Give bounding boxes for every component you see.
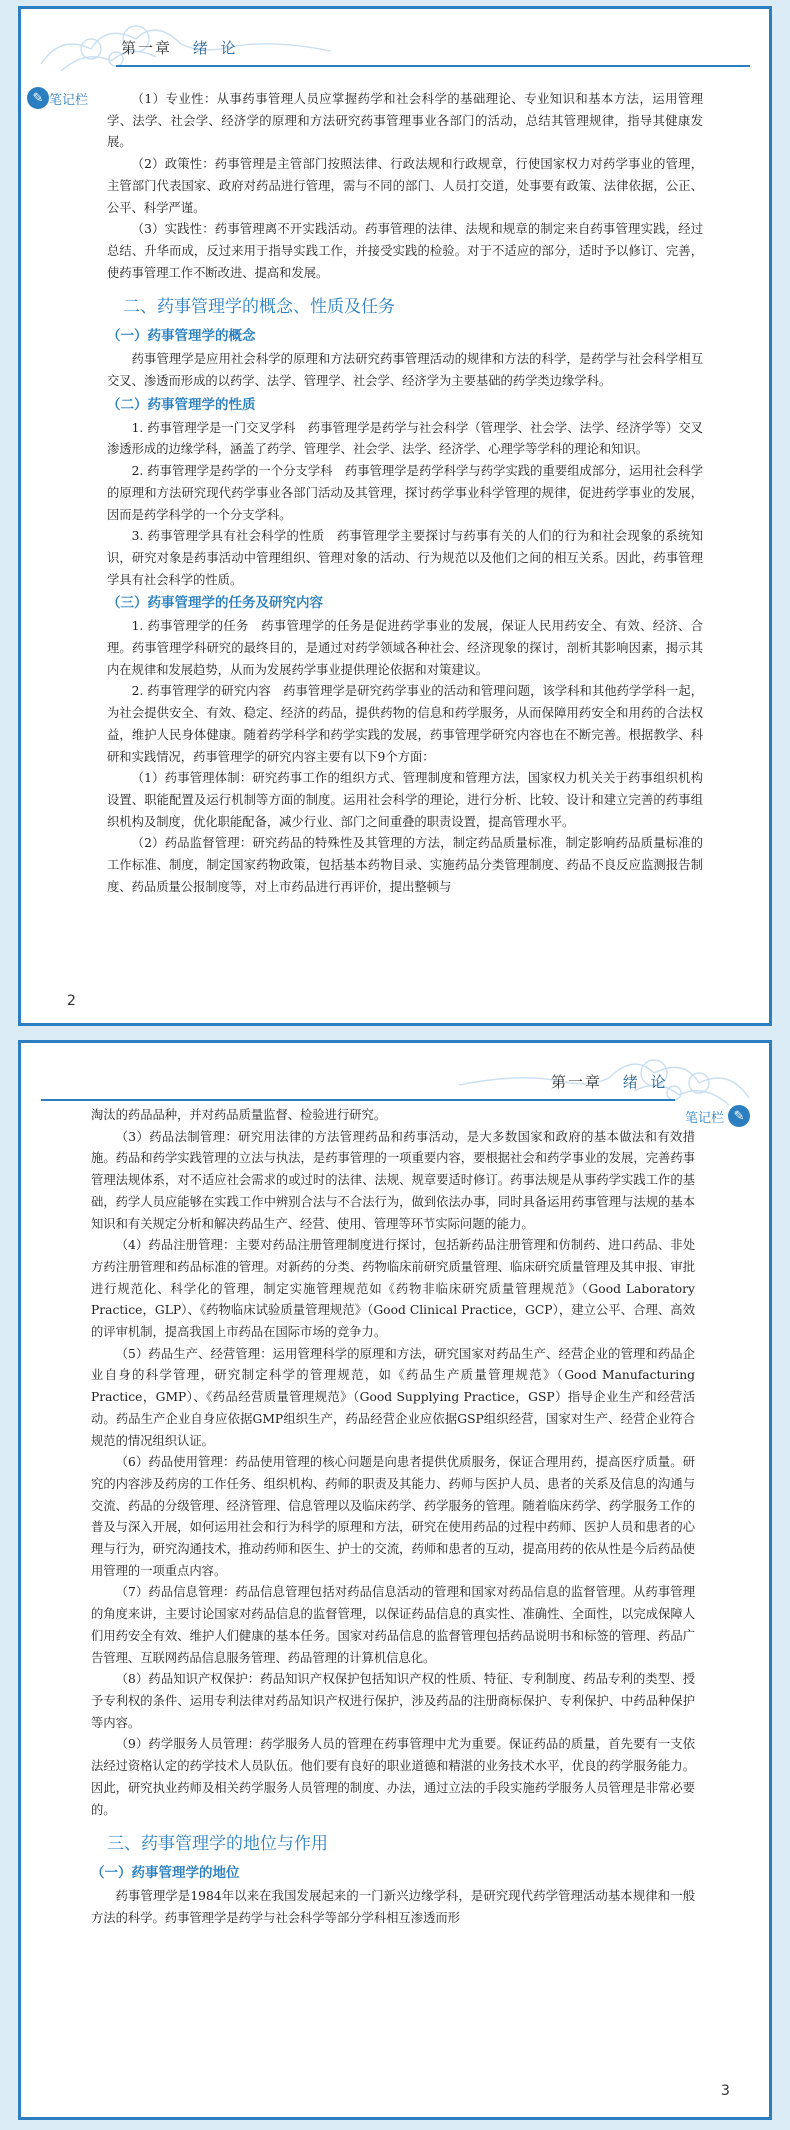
header-title: 绪 论 (622, 1073, 670, 1091)
paragraph: （1）药事管理体制：研究药事工作的组织方式、管理制度和管理方法，国家权力机关关于药事组织机构设置、职能配置及运行机制等方面的制度。运用社会科学的理论，进行分析、比较、设计和建立完善的药事组织机构及制度，优化职能配备，减少行业、部门之间重叠的职责设置，提高管理水平。 (107, 771, 703, 829)
header-chapter: 第一章 (121, 39, 173, 57)
paragraph: （2）政策性：药事管理是主管部门按照法律、行政法规和行政规章，行使国家权力对药学事业的管理，主管部门代表国家、政府对药品进行管理，需与不同的部门、人员打交道，处事要有政策、法律依据，公正、公平、科学严谨。 (107, 157, 703, 215)
paragraph: 药事管理学是应用社会科学的原理和方法研究药事管理活动的规律和方法的科学，是药学与社会科学相互交叉、渗透而形成的以药学、法学、管理学、社会学、经济学为主要基础的药学类边缘学科。 (107, 352, 703, 389)
subsection-heading: （三）药事管理学的任务及研究内容 (107, 595, 323, 612)
paragraph: （3）药品法制管理：研究用法律的方法管理药品和药事活动，是大多数国家和政府的基本做法和有效措施。药品和药学实践管理的立法与执法，是药事管理的一项重要内容，要根据社会和药学事业的发展，完善药事管理法规体系，对不适应社会需求的或过时的法律、法规、规章要适时修订。药事法规是从事药学实践工作的基础，药学人员应能够在实践工作中辨别合法与不合法行为，做到依法办事，同时具备运用药事管理与法规的基本知识和有关规定分析和解决药品生产、经营、使用、管理等环节实际问题的能力。 (91, 1129, 695, 1231)
page1-body (107, 89, 703, 899)
page-number: 2 (67, 993, 76, 1009)
pen-icon: ✎ (728, 1105, 750, 1127)
running-header (551, 1071, 670, 1092)
paragraph: 1. 药事管理学是一门交叉学科 药事管理学是药学与社会科学（管理学、社会学、法学、经济学等）交叉渗透形成的边缘学科，涵盖了药学、管理学、社会学、法学、经济学、心理学等学科的理论和知识。 (107, 420, 703, 457)
notes-label: 笔记栏 (49, 92, 89, 108)
section-heading: 二、药事管理学的概念、性质及任务 (123, 297, 395, 318)
page-number: 3 (721, 2083, 730, 2099)
subsection-heading: （一）药事管理学的地位 (91, 1865, 240, 1882)
header-rule (41, 1099, 675, 1101)
paragraph: （4）药品注册管理：主要对药品注册管理制度进行探讨，包括新药品注册管理和仿制药、进口药品、非处方药注册管理和药品标准的管理。对新药的分类、药物临床前研究质量管理、临床研究质量管理及其申报、审批进行规范化、科学化的管理，制定实施管理规范如《药物非临床研究质量管理规范》（Good Laboratory Practice，GLP）、《药物临床试验质量管理规范》（Good Clinical Practice，GCP），建立公平、合理、高效的评审机制，提高我国上市药品在国际市场的竞争力。 (91, 1238, 695, 1340)
book-page-left (18, 6, 772, 1026)
section-heading: 三、药事管理学的地位与作用 (107, 1834, 328, 1855)
page2-body (91, 1105, 695, 1930)
paragraph: （2）药品监督管理：研究药品的特殊性及其管理的方法，制定药品质量标准，制定影响药品质量标准的工作标准、制度，制定国家药物政策，包括基本药物目录、实施药品分类管理制度、药品不良反应监测报告制度、药品质量公报制度等，对上市药品进行再评价，提出整顿与 (107, 836, 703, 894)
subsection-heading: （一）药事管理学的概念 (107, 328, 256, 345)
header-chapter: 第一章 (551, 1073, 603, 1091)
notes-column-tag (27, 87, 88, 109)
paragraph: 1. 药事管理学的任务 药事管理学的任务是促进药学事业的发展，保证人民用药安全、有效、经济、合理。药事管理学科研究的最终目的，是通过对药学领域各种社会、经济现象的探讨，剖析其影响因素，揭示其内在规律和发展趋势，从而为发展药学事业提供理论依据和对策建议。 (107, 619, 703, 677)
header-title: 绪 论 (192, 39, 240, 57)
header-rule (116, 65, 750, 67)
paragraph: 药事管理学是1984年以来在我国发展起来的一门新兴边缘学科，是研究现代药学管理活动基本规律和一般方法的科学。药事管理学是药学与社会科学等部分学科相互渗透而形 (91, 1889, 695, 1925)
book-page-right (18, 1040, 772, 2120)
paragraph: （1）专业性：从事药事管理人员应掌握药学和社会科学的基础理论、专业知识和基本方法，运用管理学、法学、社会学、经济学的原理和方法研究药事管理事业各部门的活动，总结其管理规律，指导其健康发展。 (107, 92, 703, 150)
paragraph: （8）药品知识产权保护：药品知识产权保护包括知识产权的性质、特征、专利制度、药品专利的类型、授予专利权的条件、运用专利法律对药品知识产权进行保护，涉及药品的注册商标保护、专利保护、中药品种保护等内容。 (91, 1672, 695, 1730)
paragraph: （3）实践性：药事管理离不开实践活动。药事管理的法律、法规和规章的制定来自药事管理实践，经过总结、升华而成，反过来用于指导实践工作，并接受实践的检验。对于不适应的部分，适时予以修订、完善，使药事管理工作不断改进、提高和发展。 (107, 222, 703, 280)
pen-icon: ✎ (27, 87, 49, 109)
paragraph: 2. 药事管理学的研究内容 药事管理学是研究药学事业的活动和管理问题，该学科和其他药学学科一起，为社会提供安全、有效、稳定、经济的药品，提供药物的信息和药学服务，从而保障用药安全和用药的合法权益，维护人民身体健康。随着药学科学和药学实践的发展，药事管理学研究内容也在不断完善。根据教学、科研和实践情况，药事管理学的研究内容主要有以下9个方面： (107, 684, 703, 764)
paragraph: 3. 药事管理学具有社会科学的性质 药事管理学主要探讨与药事有关的人们的行为和社会现象的系统知识，研究对象是药事活动中管理组织、管理对象的活动、行为规范以及他们之间的相互关系。因此，药事管理学具有社会科学的性质。 (107, 529, 703, 587)
paragraph: 2. 药事管理学是药学的一个分支学科 药事管理学是药学科学与药学实践的重要组成部分，运用社会科学的原理和方法研究现代药学事业各部门活动及其管理，探讨药学事业科学管理的规律，促进药学事业的发展，因而是药学科学的一个分支学科。 (107, 464, 703, 522)
running-header (121, 37, 240, 58)
paragraph: （5）药品生产、经营管理：运用管理科学的原理和方法，研究国家对药品生产、经营企业的管理和药品企业自身的科学管理，研究制定科学的管理规范，如《药品生产质量管理规范》（Good Manufacturing Practice，GMP）、《药品经营质量管理规范》（Good Supplying Practice，GSP）指导企业生产和经营活动。药品生产企业自身应依据GMP组织生产，药品经营企业应依据GSP组织经营，国家对生产、经营企业符合规范的情况组织认证。 (91, 1346, 695, 1448)
paragraph: （7）药品信息管理：药品信息管理包括对药品信息活动的管理和国家对药品信息的监督管理。从药事管理的角度来讲，主要讨论国家对药品信息的监督管理，以保证药品信息的真实性、准确性、全面性，以完成保障人们用药安全有效、维护人们健康的基本任务。国家对药品信息的监督管理包括药品说明书和标签的管理、药品广告管理、互联网药品信息服务管理、药品管理的计算机信息化。 (91, 1585, 695, 1665)
paragraph: （6）药品使用管理：药品使用管理的核心问题是向患者提供优质服务，保证合理用药，提高医疗质量。研究的内容涉及药房的工作任务、组织机构、药师的职责及其能力、药师与医护人员、患者的关系及信息的沟通与交流、药品的分级管理、经济管理、信息管理以及临床药学、药学服务的管理。随着临床药学、药学服务工作的普及与深入开展，如何运用社会和行为科学的原理和方法，研究在使用药品的过程中药师、医护人员和患者的心理与行为，研究沟通技术，推动药师和医生、护士的交流，药师和患者的互动，提高用药的依从性是今后药品使用管理的一项重点内容。 (91, 1455, 695, 1578)
notes-label: 笔记栏 (685, 1110, 725, 1126)
paragraph: （9）药学服务人员管理：药学服务人员的管理在药事管理中尤为重要。保证药品的质量，首先要有一支依法经过资格认定的药学技术人员队伍。他们要有良好的职业道德和精湛的业务技术水平，优良的药学服务能力。因此，研究执业药师及相关药学服务人员管理的制度、办法，通过立法的手段实施药学服务人员管理是非常必要的。 (91, 1737, 695, 1817)
subsection-heading: （二）药事管理学的性质 (107, 396, 256, 413)
paragraph: 淘汰的药品品种，并对药品质量监督、检验进行研究。 (91, 1108, 387, 1122)
